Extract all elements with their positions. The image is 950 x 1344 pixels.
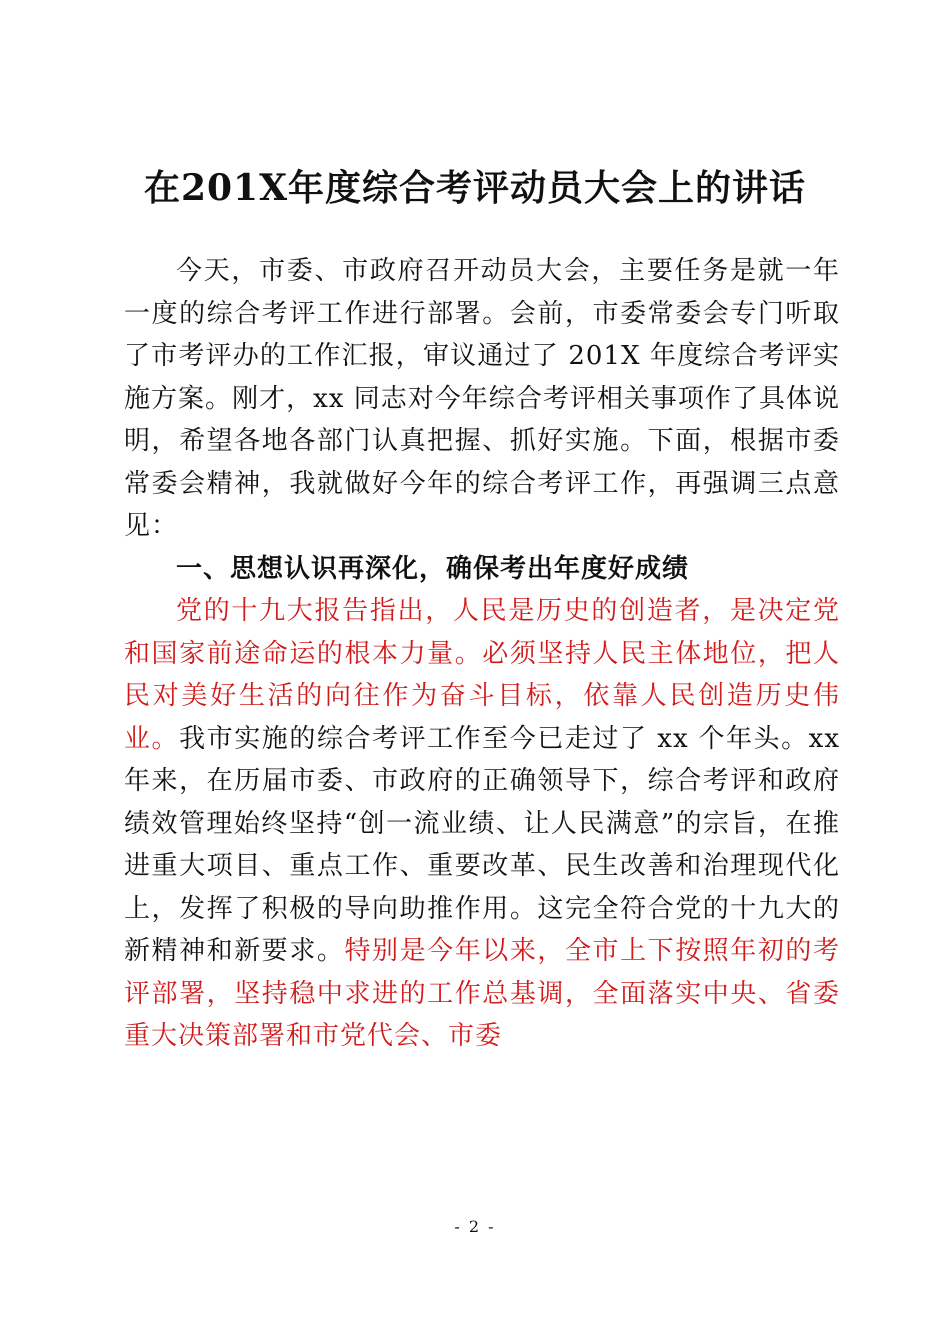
normal-text: 我市实施的综合考评工作至今已走过了 xx 个年头。xx 年来，在历届市委、市政府的正确领导下，综合考评和政府绩效管理始终坚持“创一流业绩、让人民满意”的宗旨，在推进重大项目、重点工作、重要改革、民生改善和治理现代化上，发挥了积极的导向助推作用。这完全符合党的十九大的新精神和新要求。 <box>124 723 840 966</box>
highlighted-text-1: 党的十九大报告指出，人民是历史的创造者，是决定党和国家前途命运的根本力量。必须坚持人民主体地位，把人民对美好生活的向往作为奋斗目标，依靠人民创造历史伟业。 <box>124 596 840 754</box>
document-title: 在201X年度综合考评动员大会上的讲话 <box>143 167 807 209</box>
highlighted-text-2: 特别是今年以来，全市上下按照年初的考评部署，坚持稳中求进的工作总基调，全面落实中央、省委重大决策部署和市党代会、市委 <box>124 936 840 1051</box>
section-1-paragraph <box>124 590 840 1058</box>
document-body <box>124 250 840 1058</box>
page-number: - 2 - <box>454 1217 496 1236</box>
intro-paragraph: 今天，市委、市政府召开动员大会，主要任务是就一年一度的综合考评工作进行部署。会前，市委常委会专门听取了市考评办的工作汇报，审议通过了 201X 年度综合考评实施方案。刚才，xx 同志对今年综合考评相关事项作了具体说明，希望各地各部门认真把握、抓好实施。下面，根据市委常委会精神，我就做好今年的综合考评工作，再强调三点意见： <box>124 256 840 541</box>
section-heading-1: 一、思想认识再深化，确保考出年度好成绩 <box>176 553 690 584</box>
